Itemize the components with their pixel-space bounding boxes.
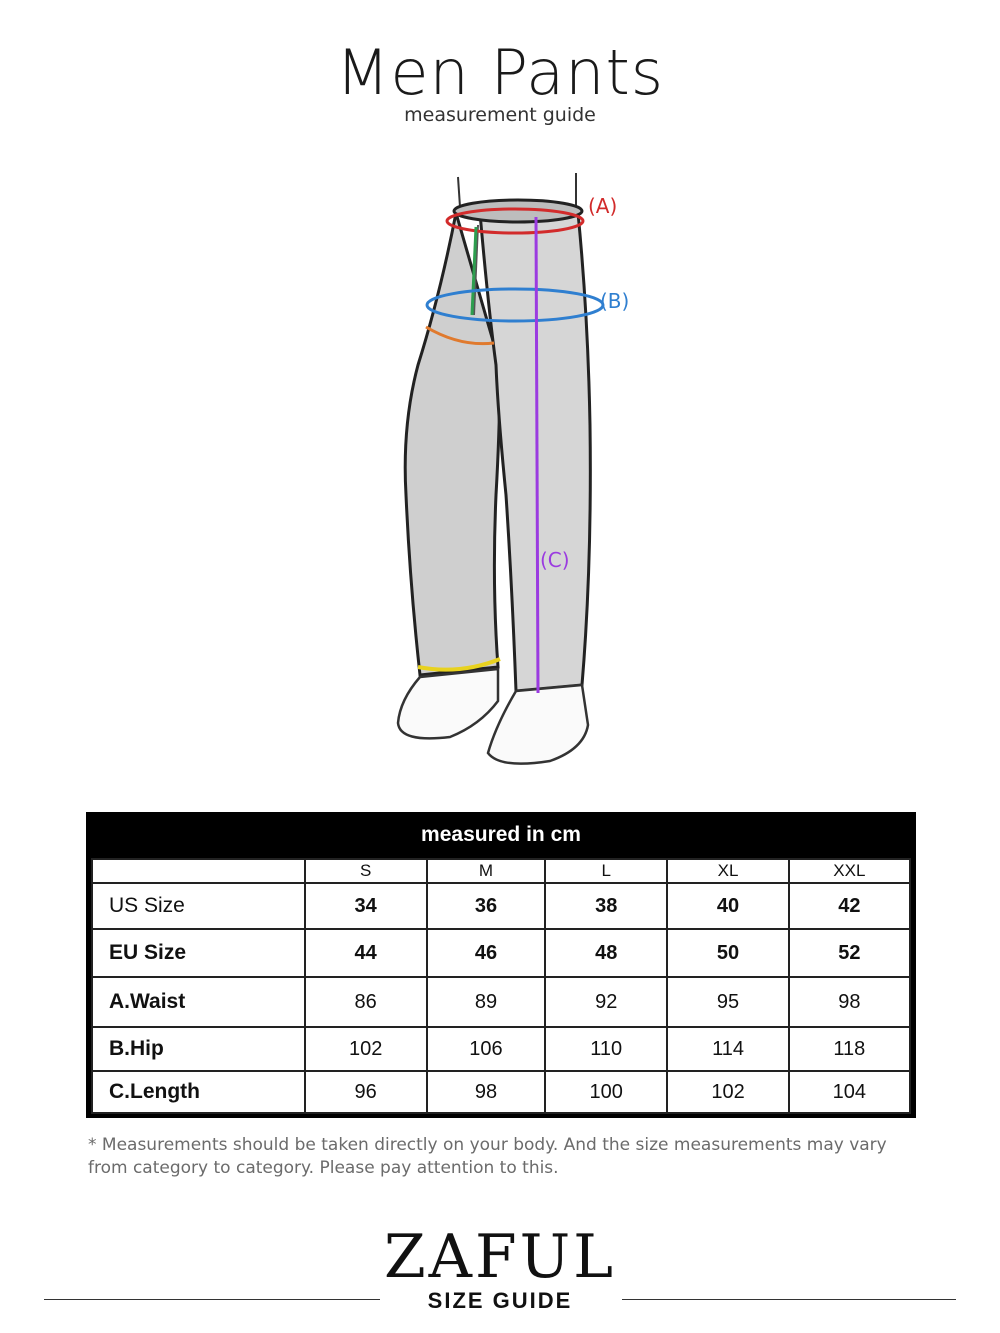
row-label: A.Waist [92,977,305,1027]
row-label: EU Size [92,929,305,977]
table-row [92,883,910,929]
table-cell: 44 [305,929,427,977]
column-header: XL [667,859,788,883]
table-cell: 42 [789,883,910,929]
table-row [92,1027,910,1071]
row-label: C.Length [92,1071,305,1113]
table-cell: 46 [427,929,545,977]
table-cell: 98 [427,1071,545,1113]
table-cell: 48 [545,929,667,977]
table-cell: 102 [305,1027,427,1071]
table-cell: 95 [667,977,788,1027]
row-label: B.Hip [92,1027,305,1071]
table-cell: 52 [789,929,910,977]
table-cell: 89 [427,977,545,1027]
table-cell: 50 [667,929,788,977]
table-cell: 106 [427,1027,545,1071]
column-header [92,859,305,883]
row-label: US Size [92,883,305,929]
pants-illustration [370,165,650,775]
table-cell: 104 [789,1071,910,1113]
length-measure-line [536,217,538,693]
column-header: S [305,859,427,883]
column-header: L [545,859,667,883]
table-cell: 38 [545,883,667,929]
table-cell: 102 [667,1071,788,1113]
table-cell: 36 [427,883,545,929]
table-cell: 96 [305,1071,427,1113]
column-header: XXL [789,859,910,883]
table-caption: measured in cm [421,823,581,846]
label-b: (B) [600,289,630,313]
brand-logo: ZAFUL [383,1222,617,1292]
table-row [92,1071,910,1113]
table-row [92,929,910,977]
left-shoe [398,669,498,738]
footnote: * Measurements should be taken directly on your body. And the size measurements may vary from category to category. Please pay attention to this. [88,1135,887,1178]
table-cell: 98 [789,977,910,1027]
right-shoe [488,685,588,764]
table-cell: 34 [305,883,427,929]
table-cell: 118 [789,1027,910,1071]
table-cell: 100 [545,1071,667,1113]
size-grid [91,858,911,1114]
table-cell: 40 [667,883,788,929]
page-title: Men Pants [335,36,665,109]
label-c: (C) [540,548,570,572]
label-a: (A) [588,194,618,218]
table-cell: 110 [545,1027,667,1071]
table-row [92,977,910,1027]
divider-right [622,1299,956,1300]
table-cell: 92 [545,977,667,1027]
table-cell: 114 [667,1027,788,1071]
page-subtitle: measurement guide [404,104,596,126]
header-row [92,859,910,883]
column-header: M [427,859,545,883]
size-table [86,812,916,1118]
table-cell: 86 [305,977,427,1027]
brand-tagline: SIZE GUIDE [427,1288,573,1313]
